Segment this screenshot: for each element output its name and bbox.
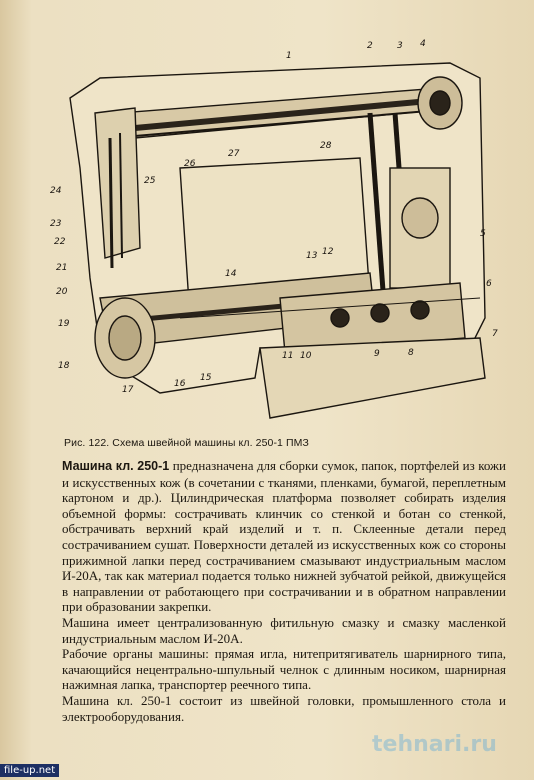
paragraph-1: [62, 458, 506, 615]
callout-17: 17: [122, 385, 134, 395]
callout-7: 7: [492, 329, 498, 339]
callout-10: 10: [300, 351, 312, 361]
callout-28: 28: [320, 141, 332, 151]
callout-12: 12: [322, 247, 334, 257]
paragraph-1-text: предназначена для сборки сумок, папок, портфелей из кожи и искусственных кож (в сочетании с тканями, пленками, бумагой, переплетным картоном и др.). Цилиндрическая платформа позволяет собирать изделия объемной формы: сострачивать клинчик со стенкой и ботан со стенкой, обстрачивать верхний край изделий и т. п. Склеенные детали перед сострачиванием сушат. Поверхности деталей из искусственных кож со стороны прижимной лапки перед сострачиванием смазывают индустриальным маслом И-20А, так как материал подается только нижней зубчатой рейкой, движущейся в направлении от работающего при сострачивании и в обратном направлении при образовании закрепки.: [62, 458, 506, 615]
diagram-svg: [40, 18, 510, 433]
callout-4: 4: [420, 39, 426, 49]
figure-caption: Рис. 122. Схема швейной машины кл. 250-1 ПМЗ: [64, 437, 309, 449]
callout-2: 2: [367, 41, 373, 51]
callout-20: 20: [56, 287, 68, 297]
paragraph-3: Рабочие органы машины: прямая игла, нитепритягиватель шарнирного типа, качающийся нецентрально-шпульный челнок с длинным носиком, шарнирная нажимная лапка, транспортер реечного типа.: [62, 646, 506, 693]
callout-9: 9: [374, 349, 380, 359]
body-text: [62, 458, 506, 724]
callout-8: 8: [408, 348, 414, 358]
callout-6: 6: [486, 279, 492, 289]
sewing-machine-diagram: [40, 18, 510, 433]
callout-16: 16: [174, 379, 186, 389]
callout-27: 27: [228, 149, 240, 159]
callout-24: 24: [50, 186, 62, 196]
callout-13: 13: [306, 251, 318, 261]
callout-21: 21: [56, 263, 68, 273]
callout-22: 22: [54, 237, 66, 247]
callout-25: 25: [144, 176, 156, 186]
paragraph-2: Машина имеет централизованную фитильную смазку и смазку масленкой индустриальным маслом И-20А.: [62, 614, 506, 646]
callout-1: 1: [286, 51, 292, 61]
paragraph-4: Машина кл. 250-1 состоит из швейной головки, промышленного стола и электрооборудования.: [62, 692, 506, 724]
callout-26: 26: [184, 159, 196, 169]
watermark-site: file-up.net: [0, 764, 59, 777]
watermark-stamp: tehnari.ru: [372, 732, 497, 757]
callout-5: 5: [480, 229, 486, 239]
callout-14: 14: [225, 269, 237, 279]
callout-11: 11: [282, 351, 294, 361]
callout-3: 3: [397, 41, 403, 51]
paragraph-1-lead: Машина кл. 250-1: [62, 459, 170, 473]
callout-18: 18: [58, 361, 70, 371]
callout-19: 19: [58, 319, 70, 329]
callout-23: 23: [50, 219, 62, 229]
callout-15: 15: [200, 373, 212, 383]
